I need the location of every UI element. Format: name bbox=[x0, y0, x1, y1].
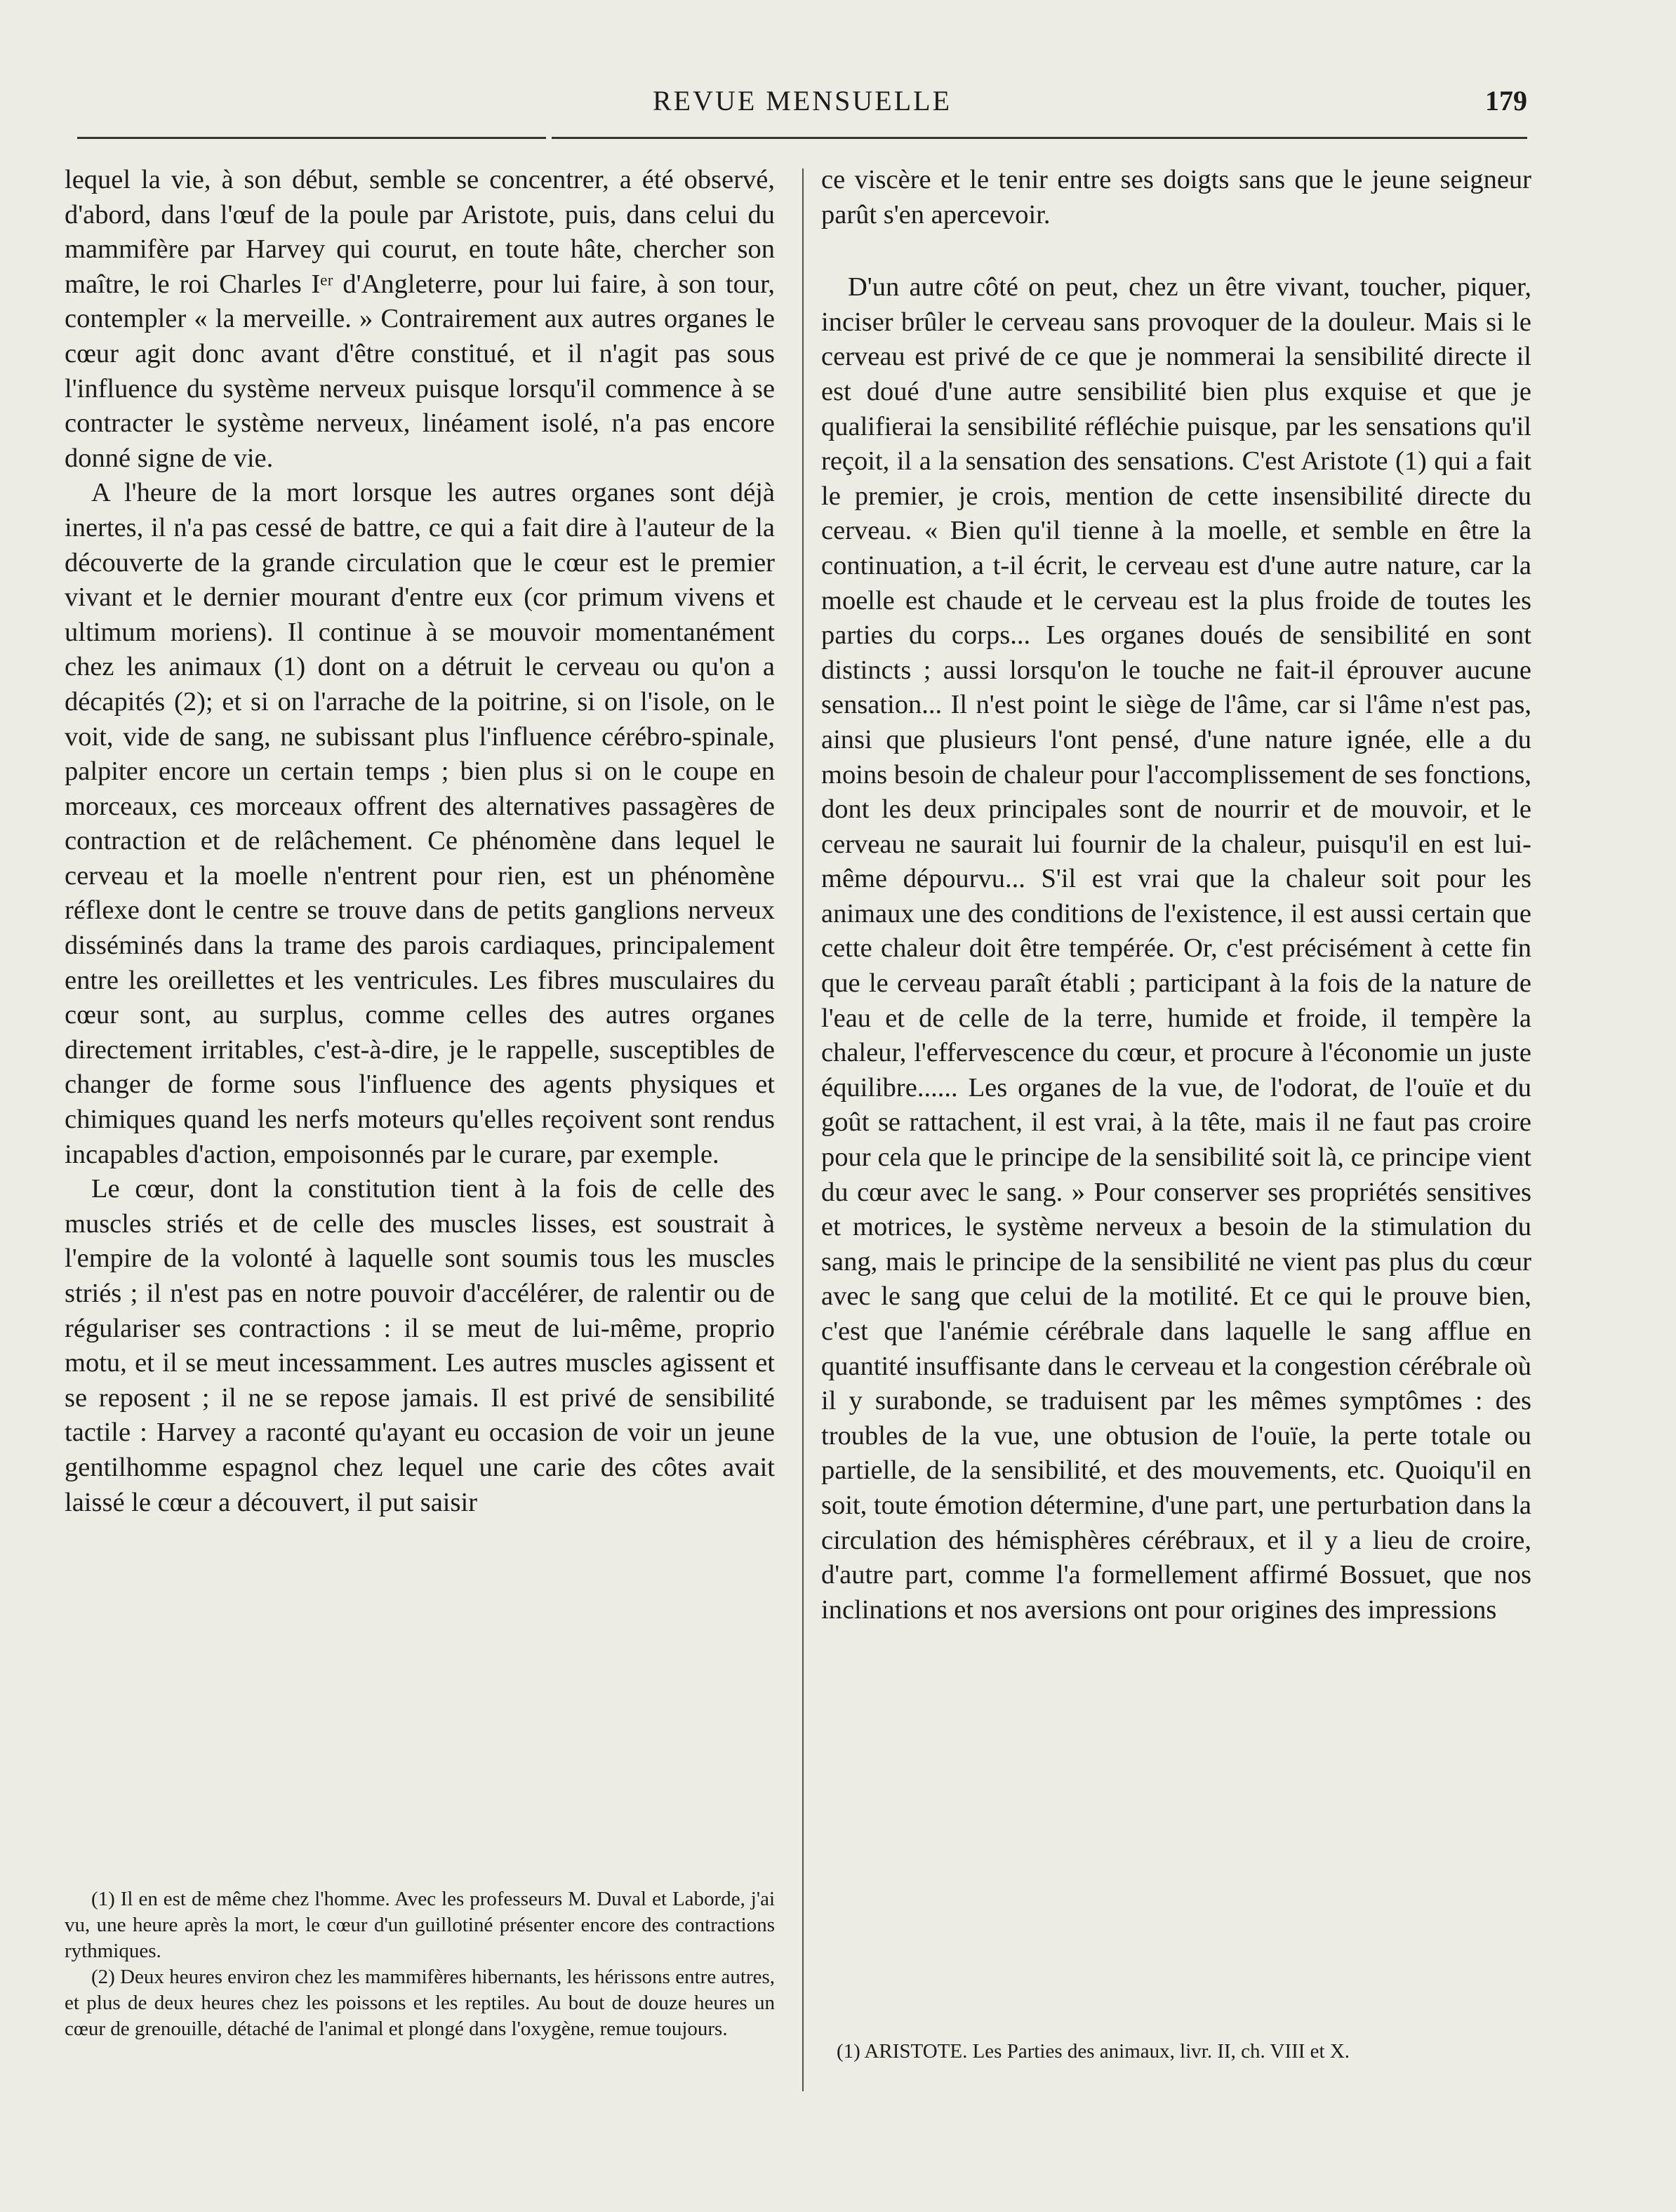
page-number: 179 bbox=[1485, 85, 1527, 116]
left-paragraph-2: A l'heure de la mort lorsque les autres organes sont déjà inertes, il n'a pas cessé de battre, ce qui a fait dire à l'auteur de la découverte de la grande circulation que le cœur est le premier vivant et le dernier mourant d'entre eux (cor primum vivens et ultimum moriens). Il continue à se mouvoir momentanément chez les animaux (1) dont on a détruit le cerveau ou qu'on a décapités (2); et si on l'arrache de la poitrine, si on l'isole, on le voit, vide de sang, ne subissant plus l'influence cérébro-spinale, palpiter encore un certain temps ; bien plus si on le coupe en morceaux, ces morceaux offrent des alternatives passagères de contraction et de relâchement. Ce phénomène dans lequel le cerveau et la moelle n'entrent pour rien, est un phénomène réflexe dont le centre se trouve dans de petits ganglions nerveux disséminés dans la trame des parois cardiaques, principalement entre les oreillettes et les ventricules. Les fibres musculaires du cœur sont, au surplus, comme celles des autres organes directement irritables, c'est-à-dire, je le rappelle, susceptibles de changer de forme sous l'influence des agents physiques et chimiques quand les nerfs moteurs qu'elles reçoivent sont rendus incapables d'action, empoisonnés par le curare, par exemple. bbox=[65, 478, 775, 1169]
paragraph-spacer bbox=[821, 232, 1531, 270]
right-column bbox=[821, 163, 1531, 1627]
left-paragraph-3: Le cœur, dont la constitution tient à la fois de celle des muscles striés et de celle des muscles lisses, est soustrait à l'empire de la volonté à laquelle sont soumis tous les muscles striés ; il n'est pas en notre pouvoir d'accélérer, de ralentir ou de régulariser ses contractions : il se meut de lui-même, proprio motu, et il se meut incessamment. Les autres muscles agissent et se reposent ; il ne se repose jamais. Il est privé de sensibilité tactile : Harvey a raconté qu'ayant eu occasion de voir un jeune gentilhomme espagnol chez lequel une carie des côtes avait laissé le cœur a découvert, il put saisir bbox=[65, 1174, 775, 1517]
footnote-1: (1) Il en est de même chez l'homme. Avec les professeurs M. Duval et Laborde, j'ai vu, une heure après la mort, le cœur d'un guillotiné présenter encore des contractions rythmiques. bbox=[65, 1888, 775, 1962]
left-paragraph-1: lequel la vie, à son début, semble se concentrer, a été observé, d'abord, dans l'œuf de la poule par Aristote, puis, dans celui du mammifère par Harvey qui courut, en toute hâte, chercher son maître, le roi Charles Iᵉʳ d'Angleterre, pour lui faire, à son tour, contempler « la merveille. » Contrairement aux autres organes le cœur agit donc avant d'être constitué, et il n'agit pas sous l'influence du système nerveux puisque lorsqu'il commence à se contracter le système nerveux, linéament isolé, n'a pas encore donné signe de vie. bbox=[65, 165, 775, 473]
header-rule-right bbox=[552, 137, 1527, 139]
page-header bbox=[77, 84, 1527, 126]
left-footnotes bbox=[65, 1886, 775, 2042]
running-head: REVUE MENSUELLE bbox=[652, 85, 952, 116]
right-paragraph-1: ce viscère et le tenir entre ses doigts sans que le jeune seigneur parût s'en apercevoir. bbox=[821, 165, 1531, 229]
footnote-2: (2) Deux heures environ chez les mammifères hibernants, les hérissons entre autres, et plus de deux heures chez les poissons et les reptiles. Au bout de douze heures un cœur de grenouille, détaché de l'animal et plongé dans l'oxygène, remue toujours. bbox=[65, 1966, 775, 2040]
right-footnotes bbox=[837, 2039, 1531, 2065]
left-column bbox=[65, 163, 775, 1520]
right-paragraph-2: D'un autre côté on peut, chez un être vivant, toucher, piquer, inciser brûler le cerveau sans provoquer de la douleur. Mais si le cerveau est privé de ce que je nommerai la sensibilité directe il est doué d'une autre sensibilité bien plus exquise et que je qualifierai la sensibilité réfléchie puisque, par les sensations qu'il reçoit, il a la sensation des sensations. C'est Aristote (1) qui a fait le premier, je crois, mention de cette insensibilité directe du cerveau. « Bien qu'il tienne à la moelle, et semble en être la continuation, a t-il écrit, le cerveau est d'une autre nature, car la moelle est chaude et le cerveau est la plus froide de toutes les parties du corps... Les organes doués de sensibilité en sont distincts ; aussi lorsqu'on le touche ne fait-il éprouver aucune sensation... Il n'est point le siège de l'âme, car si l'âme n'est pas, ainsi que plusieurs l'ont pensé, d'une nature ignée, elle a du moins besoin de chaleur pour l'accomplissement de ses fonctions, dont les deux principales sont de nourrir et de mouvoir, et le cerveau ne saurait lui fournir de la chaleur, puisqu'il en est lui-même dépourvu... S'il est vrai que la chaleur soit pour les animaux une des conditions de l'existence, il est aussi certain que cette chaleur doit être tempérée. Or, c'est précisément à cette fin que le cerveau paraît établi ; participant à la fois de la nature de l'eau et de celle de la terre, humide et froide, il tempère la chaleur, l'effervescence du cœur, et procure à l'économie un juste équilibre...... Les organes de la vue, de l'odorat, de l'ouïe et du goût se rattachent, il est vrai, à la tête, mais il ne faut pas croire pour cela que le principe de la sensibilité soit là, ce principe vient du cœur avec le sang. » Pour conserver ses propriétés sensitives et motrices, le système nerveux a besoin de la stimulation du sang, mais le principe de la sensibilité ne vient pas plus du cœur avec le sang que celui de la motilité. Et ce qui le prouve bien, c'est que l'anémie cérébrale dans laquelle le sang afflue en quantité insuffisante dans le cerveau et la congestion cérébrale où il y surabonde, se traduisent par les mêmes symptômes : des troubles de la vue, une obtusion de l'ouïe, la perte totale ou partielle, de la sensibilité, et des mouvements, etc. Quoiqu'il en soit, toute émotion détermine, d'une part, une perturbation dans la circulation des hémisphères cérébraux, et il y a lieu de croire, d'autre part, comme l'a formellement affirmé Bossuet, que nos inclinations et nos aversions ont pour origines des impressions bbox=[821, 272, 1531, 1625]
header-rule-left bbox=[77, 137, 546, 139]
column-divider bbox=[802, 168, 804, 2091]
footnote-aristote: (1) ARISTOTE. Les Parties des animaux, livr. II, ch. VIII et X. bbox=[837, 2040, 1350, 2063]
